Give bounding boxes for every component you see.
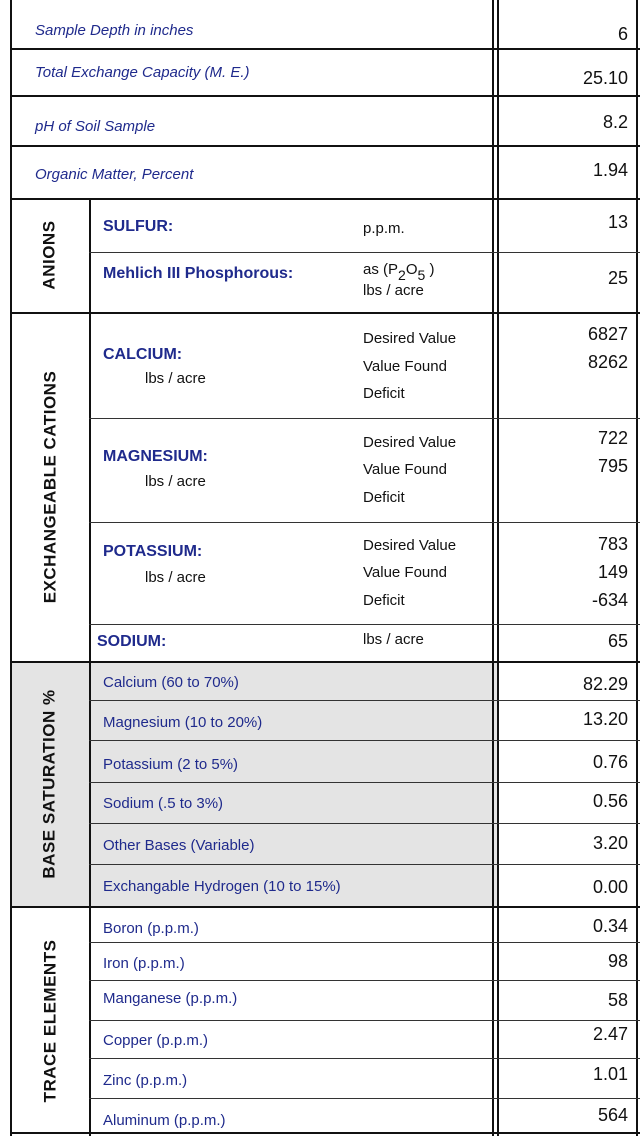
row-divider [89, 782, 640, 783]
trace-boron-label: Boron (p.p.m.) [103, 920, 199, 937]
trace-aluminum-label: Aluminum (p.p.m.) [103, 1112, 226, 1129]
base-saturation-section-title: BASE SATURATION % [40, 689, 59, 879]
row-divider [10, 95, 640, 97]
magnesium-found-value: 795 [597, 456, 628, 476]
calcium-found-value: 8262 [587, 352, 628, 372]
row-divider [89, 700, 640, 701]
trace-zinc-label: Zinc (p.p.m.) [103, 1072, 188, 1089]
calcium-desired-value: 6827 [587, 324, 628, 344]
potassium-deficit-value: -634 [591, 590, 628, 610]
trace-elements-section-title: TRACE ELEMENTS [40, 939, 59, 1103]
potassium-found-value: 149 [597, 562, 628, 582]
trace-boron-value: 0.34 [592, 916, 628, 936]
potassium-desired-label: Desired Value [363, 537, 457, 554]
base-sat-calcium-label: Calcium (60 to 70%) [103, 674, 239, 691]
magnesium-found-label: Value Found [363, 461, 447, 478]
magnesium-desired-label: Desired Value [363, 434, 457, 451]
base-sat-other-label: Other Bases (Variable) [103, 837, 255, 854]
sodium-label: SODIUM: [97, 633, 167, 650]
sulfur-value: 13 [607, 212, 628, 232]
sodium-value: 65 [607, 631, 628, 651]
phosphorous-label: Mehlich III Phosphorous: [103, 265, 294, 282]
row-divider [10, 145, 640, 147]
row-divider [10, 198, 640, 200]
trace-manganese-label: Manganese (p.p.m.) [103, 990, 238, 1007]
trace-copper-value: 2.47 [592, 1024, 628, 1044]
row-divider [89, 1020, 640, 1021]
trace-iron-label: Iron (p.p.m.) [103, 955, 185, 972]
potassium-deficit-label: Deficit [363, 592, 405, 609]
base-sat-sodium-label: Sodium (.5 to 3%) [103, 795, 224, 812]
row-divider [89, 942, 640, 943]
bottom-border [10, 1132, 640, 1134]
potassium-label: POTASSIUM: [103, 543, 203, 560]
sodium-unit: lbs / acre [363, 631, 424, 648]
base-sat-hydrogen-label: Exchangable Hydrogen (10 to 15%) [103, 878, 341, 895]
calcium-desired-label: Desired Value [363, 330, 457, 347]
row-divider [89, 252, 640, 253]
sample-depth-value: 6 [617, 24, 628, 44]
sulfur-unit: p.p.m. [363, 220, 405, 237]
right-border [636, 0, 638, 1136]
organic-value: 1.94 [592, 160, 628, 180]
potassium-unit: lbs / acre [145, 569, 206, 586]
anions-section-title: ANIONS [40, 220, 59, 290]
trace-aluminum-value: 564 [597, 1105, 628, 1125]
base-sat-potassium-label: Potassium (2 to 5%) [103, 756, 239, 773]
calcium-label: CALCIUM: [103, 346, 183, 363]
magnesium-deficit-label: Deficit [363, 489, 405, 506]
organic-label: Organic Matter, Percent [35, 166, 194, 183]
section-divider [10, 312, 640, 314]
sulfur-label: SULFUR: [103, 218, 174, 235]
potassium-found-label: Value Found [363, 564, 447, 581]
sample-depth-label: Sample Depth in inches [35, 22, 194, 39]
section-divider [10, 906, 640, 908]
potassium-desired-value: 783 [597, 534, 628, 554]
base-sat-hydrogen-value: 0.00 [592, 877, 628, 897]
row-divider [89, 823, 640, 824]
ph-value: 8.2 [602, 112, 628, 132]
tec-label: Total Exchange Capacity (M. E.) [35, 64, 250, 81]
ph-label: pH of Soil Sample [35, 118, 156, 135]
row-divider [89, 522, 640, 523]
magnesium-unit: lbs / acre [145, 473, 206, 490]
base-sat-magnesium-value: 13.20 [582, 709, 628, 729]
trace-manganese-value: 58 [607, 990, 628, 1010]
calcium-found-label: Value Found [363, 358, 447, 375]
row-divider [89, 1098, 640, 1099]
base-sat-sodium-value: 0.56 [592, 791, 628, 811]
value-column-divider-b [497, 0, 499, 1136]
row-divider [89, 418, 640, 419]
row-divider [89, 864, 640, 865]
phosphorous-value: 25 [607, 268, 628, 288]
section-divider [10, 661, 640, 663]
trace-zinc-value: 1.01 [592, 1064, 628, 1084]
base-sat-magnesium-label: Magnesium (10 to 20%) [103, 714, 263, 731]
cations-section-title: EXCHANGEABLE CATIONS [40, 370, 59, 604]
base-sat-other-value: 3.20 [592, 833, 628, 853]
value-column-divider-a [492, 0, 494, 1136]
base-sat-potassium-value: 0.76 [592, 752, 628, 772]
trace-copper-label: Copper (p.p.m.) [103, 1032, 209, 1049]
row-divider [10, 48, 640, 50]
trace-iron-value: 98 [607, 951, 628, 971]
row-divider [89, 624, 640, 625]
magnesium-label: MAGNESIUM: [103, 448, 208, 465]
phosphorous-unit: as ($P_2O_5$ ) lbs / acre [363, 261, 435, 299]
row-divider [89, 980, 640, 981]
calcium-deficit-label: Deficit [363, 385, 405, 402]
calcium-unit: lbs / acre [145, 370, 206, 387]
magnesium-desired-value: 722 [597, 428, 628, 448]
tec-value: 25.10 [582, 68, 628, 88]
row-divider [89, 1058, 640, 1059]
row-divider [89, 740, 640, 741]
base-sat-calcium-value: 82.29 [582, 674, 628, 694]
